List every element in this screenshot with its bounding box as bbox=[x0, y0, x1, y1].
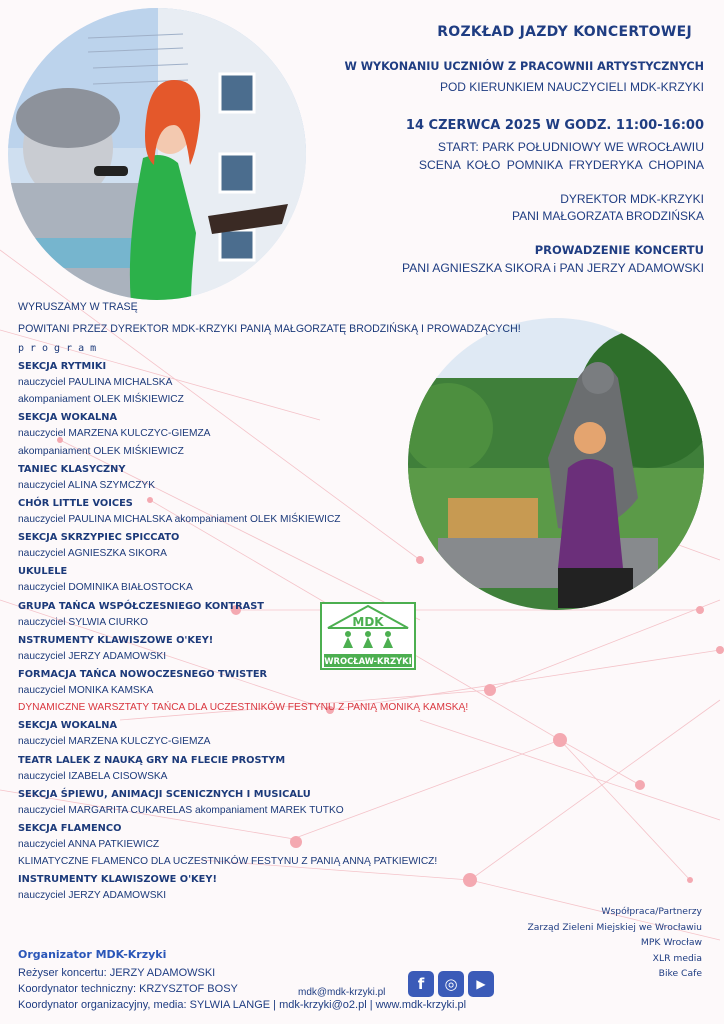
section-highlight: DYNAMICZNE WARSZTATY TAŃCA DLA UCZESTNIKÓW FESTYNU Z PANIĄ MONIKĄ KAMSKĄ! bbox=[18, 702, 469, 714]
contact-email[interactable]: mdk@mdk-krzyki.pl bbox=[298, 987, 386, 998]
section-title: SEKCJA FLAMENCO bbox=[18, 823, 122, 835]
program-section bbox=[18, 873, 578, 904]
section-title: TEATR LALEK Z NAUKĄ GRY NA FLECIE PROSTYM bbox=[18, 754, 286, 766]
program-section bbox=[18, 531, 578, 562]
program-heading: program bbox=[18, 343, 103, 354]
section-title: CHÓR LITTLE VOICES bbox=[18, 498, 133, 510]
section-line: nauczyciel IZABELA CISOWSKA bbox=[18, 770, 168, 782]
section-title: UKULELE bbox=[18, 566, 68, 578]
host-names: PANI AGNIESZKA SIKORA i PAN JERZY ADAMOWSKI bbox=[401, 261, 704, 275]
section-title: INSTRUMENTY KLAWISZOWE O'KEY! bbox=[18, 874, 217, 886]
program-section bbox=[18, 634, 578, 665]
section-line: nauczyciel JERZY ADAMOWSKI bbox=[18, 650, 167, 662]
intro-line2: POWITANI PRZEZ DYREKTOR MDK-KRZYKI PANIĄ MAŁGORZATĘ BRODZIŃSKĄ I PROWADZĄCYCH! bbox=[18, 323, 521, 335]
partner-item: MPK Wrocław bbox=[640, 937, 702, 948]
section-title: GRUPA TAŃCA WSPÓŁCZESNIEGO KONTRAST bbox=[18, 600, 264, 612]
program-section bbox=[18, 600, 578, 631]
section-title: FORMACJA TAŃCA NOWOCZESNEGO TWISTER bbox=[18, 669, 268, 681]
facebook-icon[interactable]: f bbox=[408, 971, 434, 997]
section-line: KLIMATYCZNE FLAMENCO DLA UCZESTNIKÓW FESTYNU Z PANIĄ ANNĄ PATKIEWICZ! bbox=[18, 856, 438, 868]
mdk-logo bbox=[320, 602, 416, 670]
partner-item: XLR media bbox=[652, 952, 702, 964]
partners-title: Współpraca/Partnerzy bbox=[601, 906, 702, 917]
section-line: nauczyciel PAULINA MICHALSKA akompaniament OLEK MIŚKIEWICZ bbox=[18, 514, 341, 526]
section-line: nauczyciel MARZENA KULCZYC-GIEMZA bbox=[18, 428, 211, 440]
program-section bbox=[18, 565, 578, 596]
section-line: nauczyciel JERZY ADAMOWSKI bbox=[18, 890, 167, 902]
section-title: SEKCJA RYTMIKI bbox=[18, 361, 107, 372]
section-line: nauczyciel SYLWIA CIURKO bbox=[18, 616, 149, 628]
section-line: nauczyciel MARZENA KULCZYC-GIEMZA bbox=[18, 736, 211, 748]
event-start: START: PARK POŁUDNIOWY WE WROCŁAWIU bbox=[437, 140, 704, 154]
director-label: DYREKTOR MDK-KRZYKI bbox=[560, 192, 704, 206]
subtitle-line2: POD KIERUNKIEM NAUCZYCIELI MDK-KRZYKI bbox=[439, 80, 704, 94]
program-section bbox=[18, 463, 578, 494]
tech-coordinator: Koordynator techniczny: KRZYSZTOF BOSY bbox=[18, 983, 238, 995]
section-line: nauczyciel ANNA PATKIEWICZ bbox=[18, 839, 160, 851]
section-line: akompaniament OLEK MIŚKIEWICZ bbox=[18, 394, 184, 406]
logo-text-top: MDK bbox=[352, 615, 384, 629]
section-title: SEKCJA WOKALNA bbox=[18, 412, 118, 424]
organizer: Organizator MDK-Krzyki bbox=[18, 948, 167, 961]
event-scene: SCENA KOŁO POMNIKA FRYDERYKA CHOPINA bbox=[418, 158, 704, 172]
intro-line1: WYRUSZAMY W TRASĘ bbox=[18, 301, 138, 313]
program-section bbox=[18, 754, 578, 785]
org-coordinator: Koordynator organizacyjny, media: SYLWIA LANGE | mdk-krzyki@o2.pl | www.mdk-krzyki.pl bbox=[18, 999, 467, 1011]
partners-block bbox=[527, 904, 702, 982]
section-line: akompaniament OLEK MIŚKIEWICZ bbox=[18, 445, 184, 457]
subtitle-line1: W WYKONANIU UCZNIÓW Z PRACOWNII ARTYSTYCZNYCH bbox=[344, 60, 704, 73]
section-title: TANIEC KLASYCZNY bbox=[18, 463, 126, 475]
program-section bbox=[18, 411, 578, 459]
program-section bbox=[18, 360, 578, 408]
section-title: SEKCJA ŚPIEWU, ANIMACJI SCENICZNYCH I MUSICALU bbox=[18, 788, 311, 800]
instagram-icon[interactable]: ◎ bbox=[438, 971, 464, 997]
social-links bbox=[408, 971, 494, 997]
program-list bbox=[18, 300, 578, 905]
section-line: nauczyciel MARGARITA CUKARELAS akompaniament MAREK TUTKO bbox=[18, 804, 344, 816]
section-line: nauczyciel AGNIESZKA SIKORA bbox=[18, 548, 167, 560]
program-sections bbox=[18, 360, 578, 905]
program-section bbox=[18, 788, 578, 819]
section-line: nauczyciel MONIKA KAMSKA bbox=[18, 685, 154, 697]
program-section bbox=[18, 719, 578, 750]
partner-item: Bike Cafe bbox=[658, 968, 702, 979]
section-line: nauczyciel PAULINA MICHALSKA bbox=[18, 377, 173, 388]
concert-director: Reżyser koncertu: JERZY ADAMOWSKI bbox=[18, 967, 216, 979]
program-section bbox=[18, 822, 578, 870]
host-label: PROWADZENIE KONCERTU bbox=[534, 243, 704, 257]
logo-text-bottom: WROCŁAW-KRZYKI bbox=[324, 656, 412, 666]
section-title: NSTRUMENTY KLAWISZOWE O'KEY! bbox=[18, 634, 214, 646]
program-section bbox=[18, 497, 578, 528]
program-section bbox=[18, 668, 578, 716]
section-title: SEKCJA SKRZYPIEC SPICCATO bbox=[18, 532, 180, 544]
photo-singer-mural bbox=[8, 8, 306, 300]
section-line: nauczyciel DOMINIKA BIAŁOSTOCKA bbox=[18, 582, 193, 594]
event-date: 14 CZERWCA 2025 W GODZ. 11:00-16:00 bbox=[405, 118, 704, 133]
section-line: nauczyciel ALINA SZYMCZYK bbox=[18, 479, 156, 491]
page-title: ROZKŁAD JAZDY KONCERTOWEJ bbox=[437, 24, 692, 40]
footer-credits bbox=[18, 948, 466, 1013]
section-title: SEKCJA WOKALNA bbox=[18, 720, 118, 732]
partner-item: Zarząd Zieleni Miejskiej we Wrocławiu bbox=[527, 921, 702, 933]
director-name: PANI MAŁGORZATA BRODZIŃSKA bbox=[511, 209, 704, 223]
youtube-icon[interactable]: ▶ bbox=[468, 971, 494, 997]
